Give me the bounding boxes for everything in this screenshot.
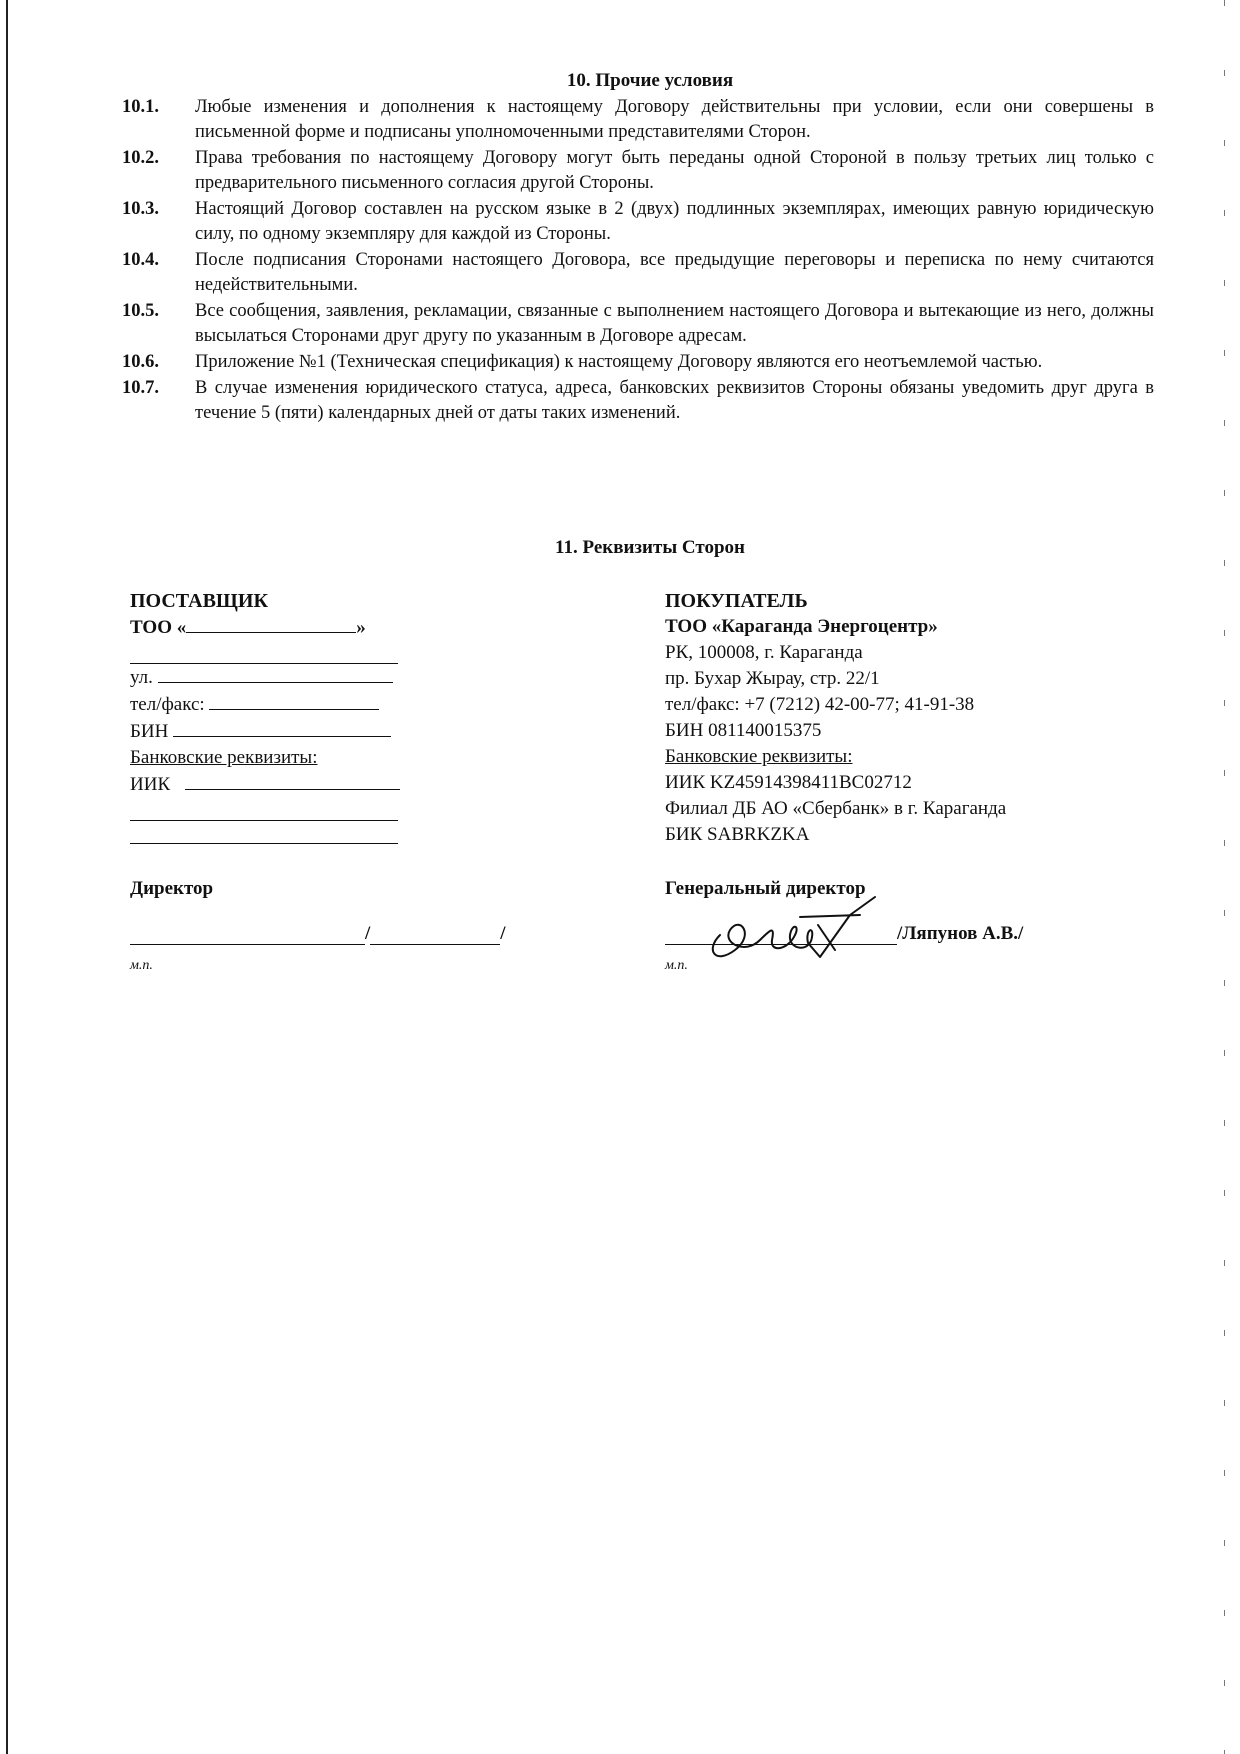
scan-edge-right (1224, 0, 1225, 1754)
supplier-org-suffix: » (356, 617, 366, 638)
bin-blank (173, 718, 391, 737)
buyer-signatory: /Ляпунов А.В./ (897, 923, 1024, 944)
supplier-org-prefix: ТОО « (130, 617, 187, 638)
clause-text: Права требования по настоящему Договору могут быть переданы одной Стороной в пользу третьих лиц только с предварительного письменного согласия другой Стороны. (195, 148, 1154, 193)
section-10-clauses (122, 95, 1154, 427)
buyer-role: ПОКУПАТЕЛЬ (665, 590, 808, 612)
buyer-director-label: Генеральный директор (665, 878, 866, 899)
street-label: ул. (130, 667, 153, 688)
buyer-stamp-place: м.п. (665, 958, 688, 973)
sig-separator: / (365, 923, 371, 944)
buyer-org: ТОО «Караганда Энергоцентр» (665, 616, 938, 637)
supplier-blank-line-2 (130, 798, 398, 821)
clause-number: 10.3. (122, 199, 159, 219)
sig-separator: / (500, 923, 506, 944)
supplier-street-line (130, 664, 430, 691)
street-blank (158, 664, 393, 683)
supplier-director-label: Директор (130, 878, 214, 899)
supplier-signature-blank (130, 920, 365, 945)
supplier-details (130, 588, 430, 844)
section-10-title: 10. Прочие условия (566, 70, 734, 91)
clause-number: 10.7. (122, 378, 159, 398)
supplier-stamp-place: м.п. (130, 958, 153, 973)
supplier-signature-line (130, 920, 506, 945)
clause-text: Любые изменения и дополнения к настоящему Договору действительны при условии, если они совершены в письменной форме и подписаны уполномоченными представителями Сторон. (195, 97, 1154, 142)
supplier-phone-line (130, 691, 430, 718)
section-11-title: 11. Реквизиты Сторон (555, 537, 745, 558)
supplier-bank-label: Банковские реквизиты: (130, 747, 318, 768)
clause-10-3 (122, 197, 1154, 247)
buyer-bin: БИН 081140015375 (665, 720, 822, 741)
clause-number: 10.1. (122, 97, 159, 117)
supplier-name-blank (370, 920, 500, 945)
clause-10-5 (122, 299, 1154, 349)
buyer-phone: тел/факс: +7 (7212) 42-00-77; 41-91-38 (665, 694, 975, 715)
clause-10-4 (122, 248, 1154, 298)
bin-label: БИН (130, 721, 169, 742)
clause-text: В случае изменения юридического статуса, адреса, банковских реквизитов Стороны обязаны уведомить друг друга в течение 5 (пяти) календарных дней от даты таких изменений. (195, 378, 1154, 423)
clause-number: 10.6. (122, 352, 159, 372)
supplier-org-line (130, 614, 430, 641)
clause-number: 10.2. (122, 148, 159, 168)
scan-edge-left (6, 0, 8, 1754)
clause-text: Все сообщения, заявления, рекламации, связанные с выполнением настоящего Договора и вытекающие из него, должны высылаться Сторонами друг другу по указанным в Договоре адресам. (195, 301, 1154, 346)
clause-10-1 (122, 95, 1154, 145)
buyer-bank-label: Банковские реквизиты: (665, 746, 853, 767)
buyer-details (665, 588, 1125, 848)
phone-label: тел/факс: (130, 694, 205, 715)
supplier-role: ПОСТАВЩИК (130, 590, 268, 612)
handwritten-signature (700, 895, 910, 965)
iik-blank (185, 771, 400, 790)
buyer-branch: Филиал ДБ АО «Сбербанк» в г. Караганда (665, 798, 1007, 819)
clause-number: 10.5. (122, 301, 159, 321)
clause-10-2 (122, 146, 1154, 196)
supplier-iik-line (130, 771, 430, 798)
phone-blank (209, 691, 379, 710)
supplier-blank-line-3 (130, 821, 398, 844)
buyer-bik: БИК SABRKZKA (665, 824, 810, 845)
buyer-iik: ИИК KZ45914398411BC02712 (665, 772, 912, 793)
buyer-address-1: РК, 100008, г. Караганда (665, 642, 863, 663)
clause-text: Приложение №1 (Техническая спецификация) к настоящему Договору являются его неотъемлемой частью. (195, 352, 1043, 372)
clause-text: После подписания Сторонами настоящего Договора, все предыдущие переговоры и переписка по нему считаются недействительными. (195, 250, 1154, 295)
clause-number: 10.4. (122, 250, 159, 270)
buyer-address-2: пр. Бухар Жырау, стр. 22/1 (665, 668, 880, 689)
clause-text: Настоящий Договор составлен на русском языке в 2 (двух) подлинных экземплярах, имеющих равную юридическую силу, по одному экземпляру для каждой из Стороны. (195, 199, 1154, 244)
supplier-bin-line (130, 718, 430, 745)
clause-10-6 (122, 350, 1154, 375)
supplier-blank-line (130, 641, 398, 664)
supplier-org-blank (186, 614, 356, 633)
clause-10-7 (122, 376, 1154, 426)
iik-label: ИИК (130, 774, 171, 795)
